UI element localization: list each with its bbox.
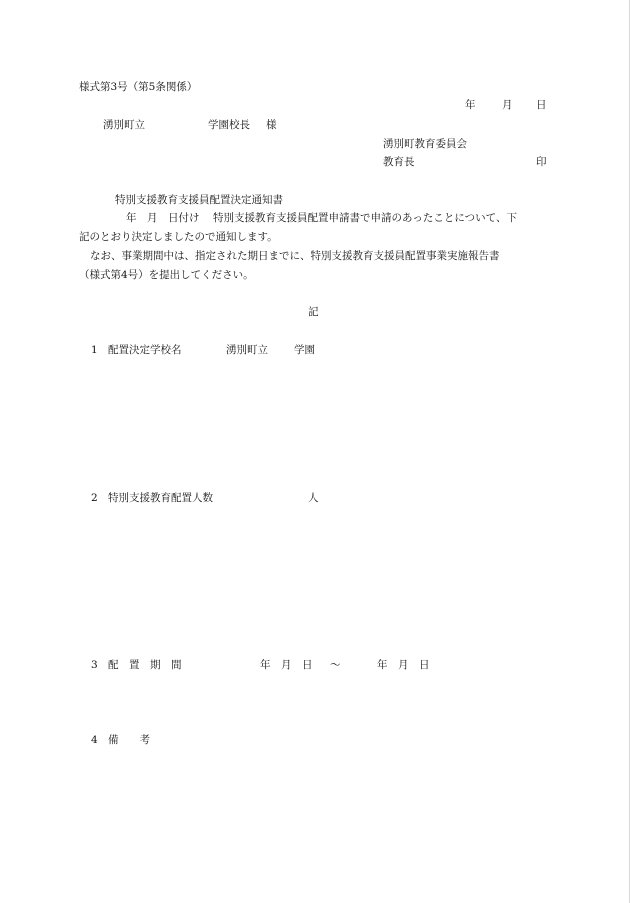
body-line1-date: 年 月 日付け bbox=[126, 212, 200, 224]
item1-number: 1 bbox=[91, 344, 98, 356]
item3-end-date: 年 月 日 bbox=[377, 659, 430, 671]
document-title: 特別支援教育支援員配置決定通知書 bbox=[115, 194, 283, 206]
date-day: 日 bbox=[536, 99, 547, 111]
body-line4: （様式第4号）を提出してください。 bbox=[79, 269, 254, 281]
item2-unit: 人 bbox=[308, 492, 319, 504]
item1-value-school: 学園 bbox=[294, 344, 315, 356]
date-month: 月 bbox=[502, 99, 513, 111]
item2-number: 2 bbox=[91, 492, 98, 504]
addressee-town: 湧別町立 bbox=[103, 119, 145, 131]
item3-number: 3 bbox=[91, 659, 98, 671]
form-number: 様式第3号（第5条関係） bbox=[79, 81, 198, 93]
body-line3: なお、事業期間中は、指定された期日までに、特別支援教育支援員配置事業実施報告書 bbox=[90, 250, 500, 262]
ki-heading: 記 bbox=[308, 306, 319, 318]
addressee-honorific: 様 bbox=[266, 119, 277, 131]
body-line1-text: 特別支援教育支援員配置申請書で申請のあったことについて、下 bbox=[213, 212, 517, 224]
sender-title: 教育長 bbox=[383, 156, 415, 168]
item3-start-date: 年 月 日 bbox=[260, 659, 313, 671]
item2-label: 特別支援教育配置人数 bbox=[108, 492, 213, 504]
sender-seal: 印 bbox=[536, 156, 547, 168]
item1-value-town: 湧別町立 bbox=[226, 344, 268, 356]
item3-label: 配 置 期 間 bbox=[108, 659, 182, 671]
item4-number: 4 bbox=[91, 734, 98, 746]
sender-org: 湧別町教育委員会 bbox=[383, 138, 467, 150]
date-year: 年 bbox=[465, 99, 476, 111]
addressee-school-title: 学園校長 bbox=[208, 119, 250, 131]
body-line2: 記のとおり決定しましたので通知します。 bbox=[79, 231, 278, 243]
item1-label: 配置決定学校名 bbox=[108, 344, 182, 356]
item4-label: 備 考 bbox=[108, 734, 150, 746]
item3-separator: ～ bbox=[330, 659, 341, 671]
